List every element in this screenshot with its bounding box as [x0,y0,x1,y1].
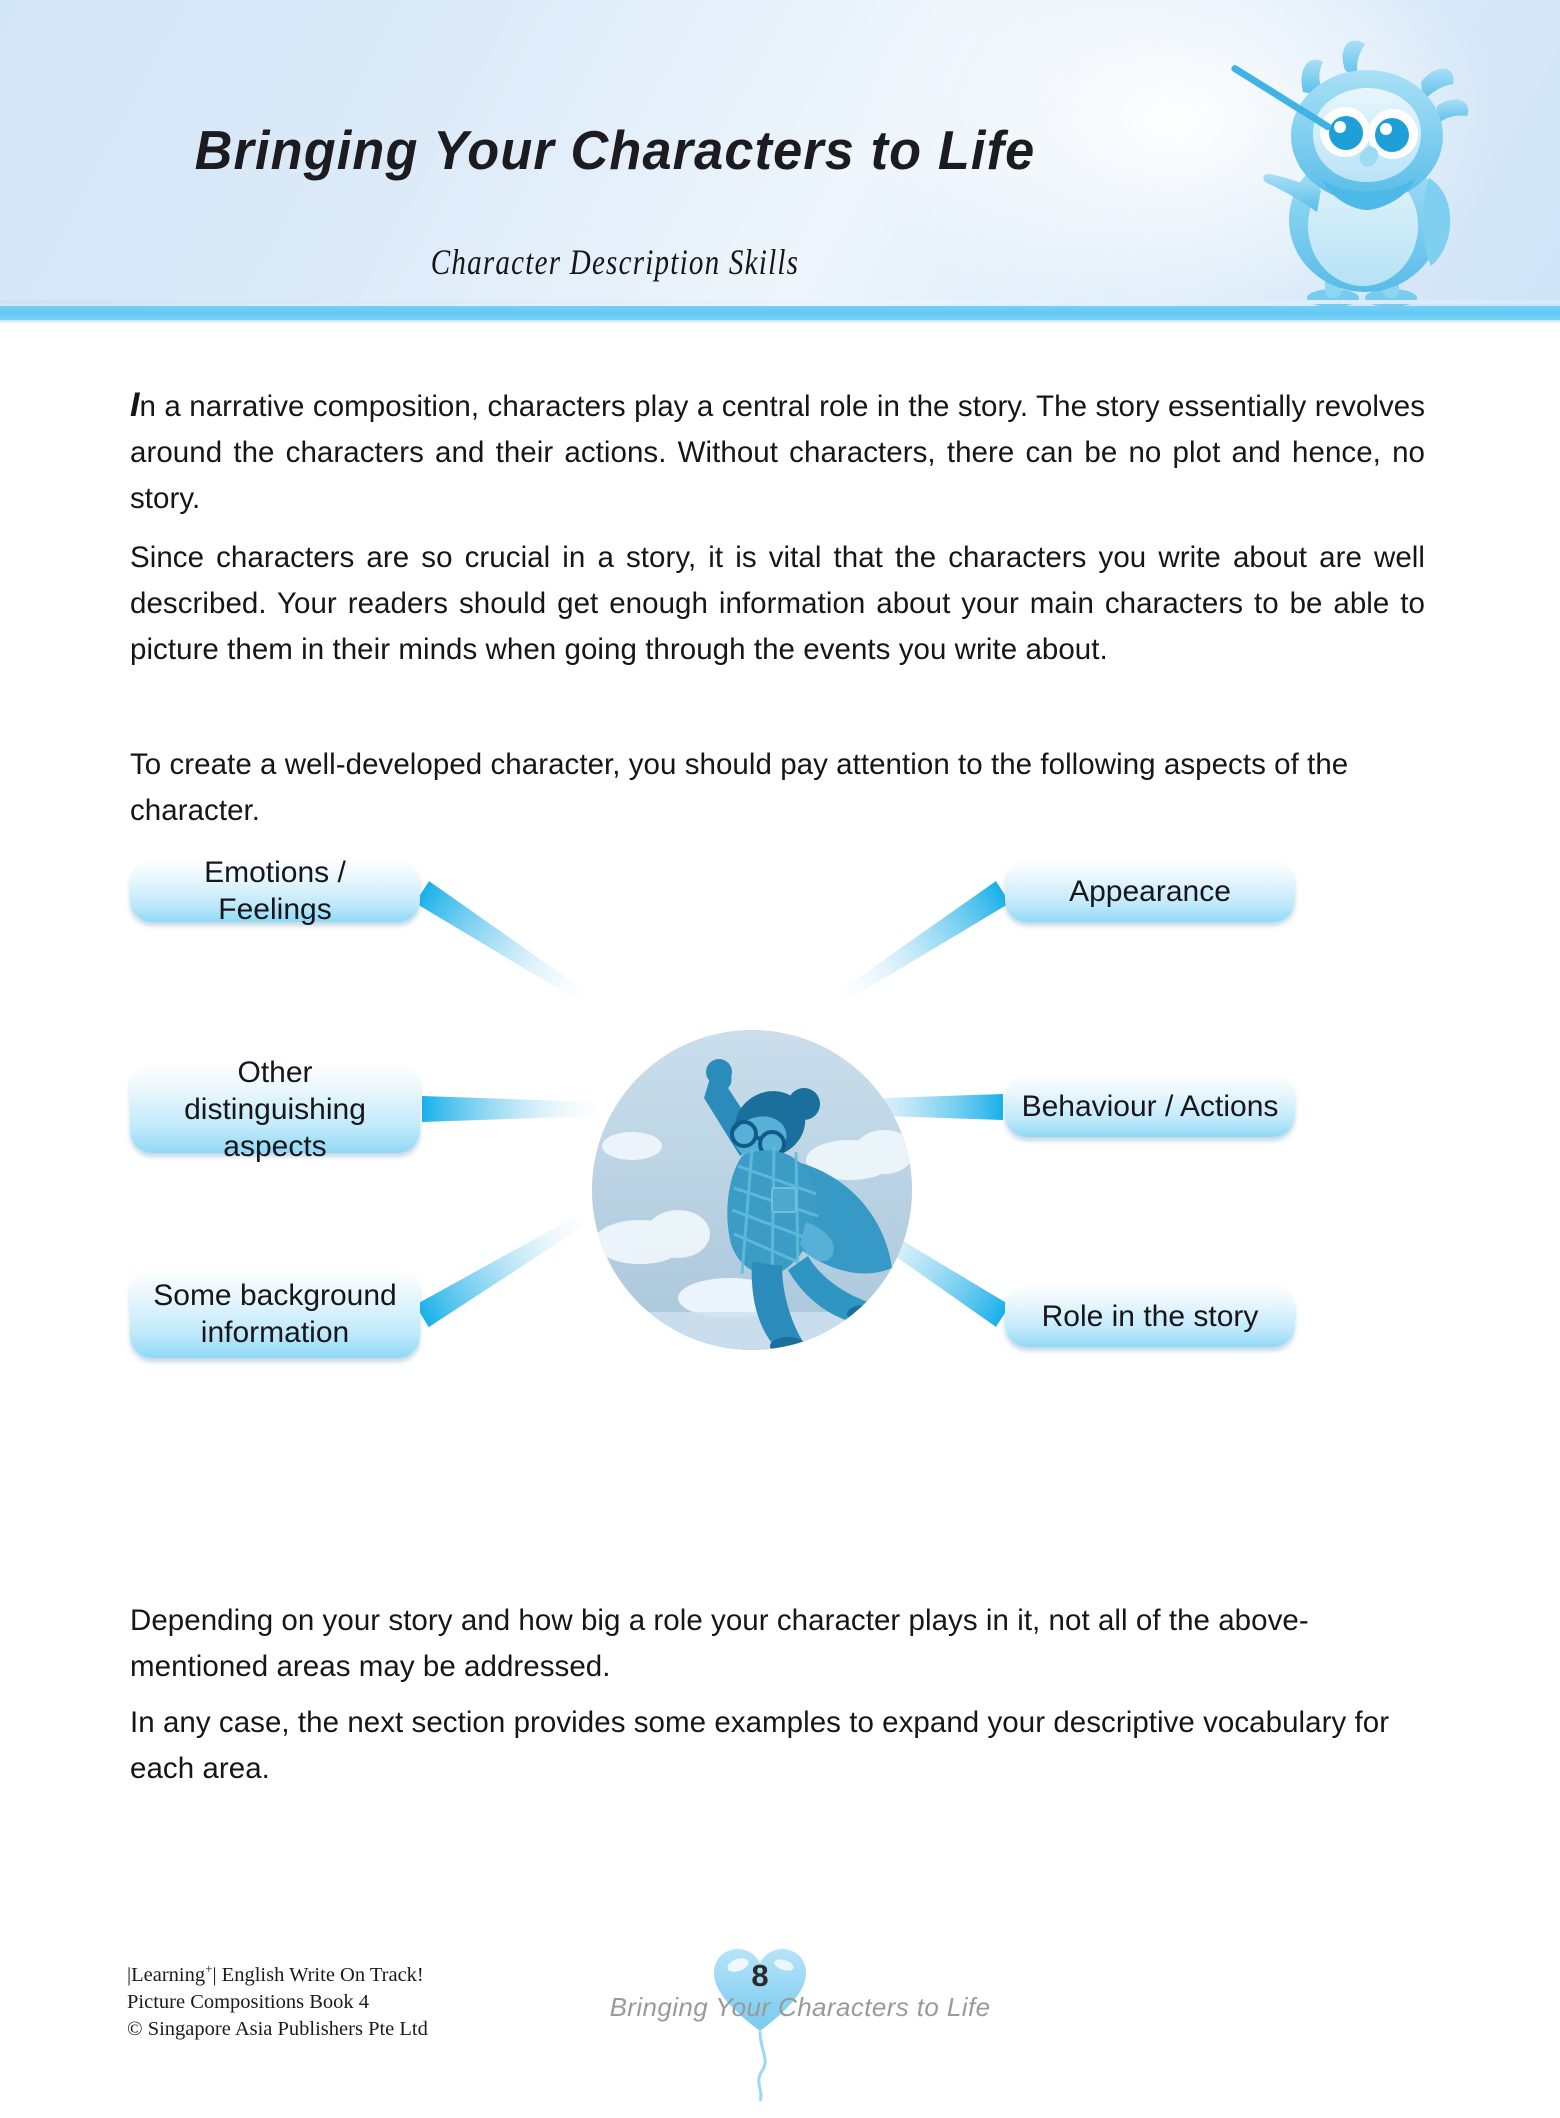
publisher-credit-line-3: © Singapore Asia Publishers Pte Ltd [127,2017,428,2040]
publisher-credit [127,1955,428,2043]
intro-paragraph-text: n a narrative composition, characters play a central role in the story. The story essentially revolves around the characters and their actions. Without characters, there can be no plot and hence, no story. [130,390,1425,515]
paragraph-3: To create a well-developed character, you should pay attention to the following aspects of the character. [130,748,1349,827]
intro-paragraph [130,382,1425,522]
series-name-suffix: | English Write On Track! [212,1963,424,1986]
publisher-credit-line-2: Picture Compositions Book 4 [127,1990,370,2013]
series-name-prefix: |Learning [127,1963,206,1986]
paragraph-4: Depending on your story and how big a role your character plays in it, not all of the above-mentioned areas may be addressed. [130,1604,1309,1683]
series-name-superscript: + [205,1961,213,1976]
node-label: Role in the story [1041,1299,1259,1333]
node-appearance[interactable] [1005,860,1295,922]
paragraph-2: Since characters are so crucial in a story, it is vital that the characters you write about are well described. Your readers should get enough information about your main characters to be able to picture them in their minds when going through the events you write about. [130,541,1425,666]
node-label: Some background information [153,1279,397,1349]
paragraph-5: In any case, the next section provides some examples to expand your descriptive vocabulary for each area. [130,1706,1390,1785]
page-title: Bringing Your Characters to Life [194,119,1036,181]
node-label: Appearance [1069,874,1231,908]
footer-chapter-label: Bringing Your Characters to Life [609,1992,991,2022]
flying-superhero-illustration [592,1030,912,1350]
drop-cap: I [130,386,140,424]
character-aspects-diagram [130,856,1430,1550]
header-band-shadow [0,320,1560,324]
publisher-credit-line-1 [127,1955,428,1989]
node-role-in-the-story[interactable] [1005,1285,1295,1347]
page-subtitle: Character Description Skills [430,243,800,283]
header-rule [0,300,1560,304]
node-some-background-information[interactable] [130,1270,420,1358]
owl-mascot-icon [1225,30,1485,315]
page-header [0,0,1560,308]
node-emotions-feelings[interactable] [130,856,420,926]
node-behaviour-actions[interactable] [1005,1075,1295,1137]
header-accent-band [0,306,1560,320]
page-number: 8 [751,1958,769,1993]
node-label: Behaviour / Actions [1021,1089,1279,1123]
node-other-distinguishing-aspects[interactable] [130,1055,420,1163]
node-label: Emotions / Feelings [204,856,346,926]
node-label: Other distinguishing aspects [184,1055,366,1163]
